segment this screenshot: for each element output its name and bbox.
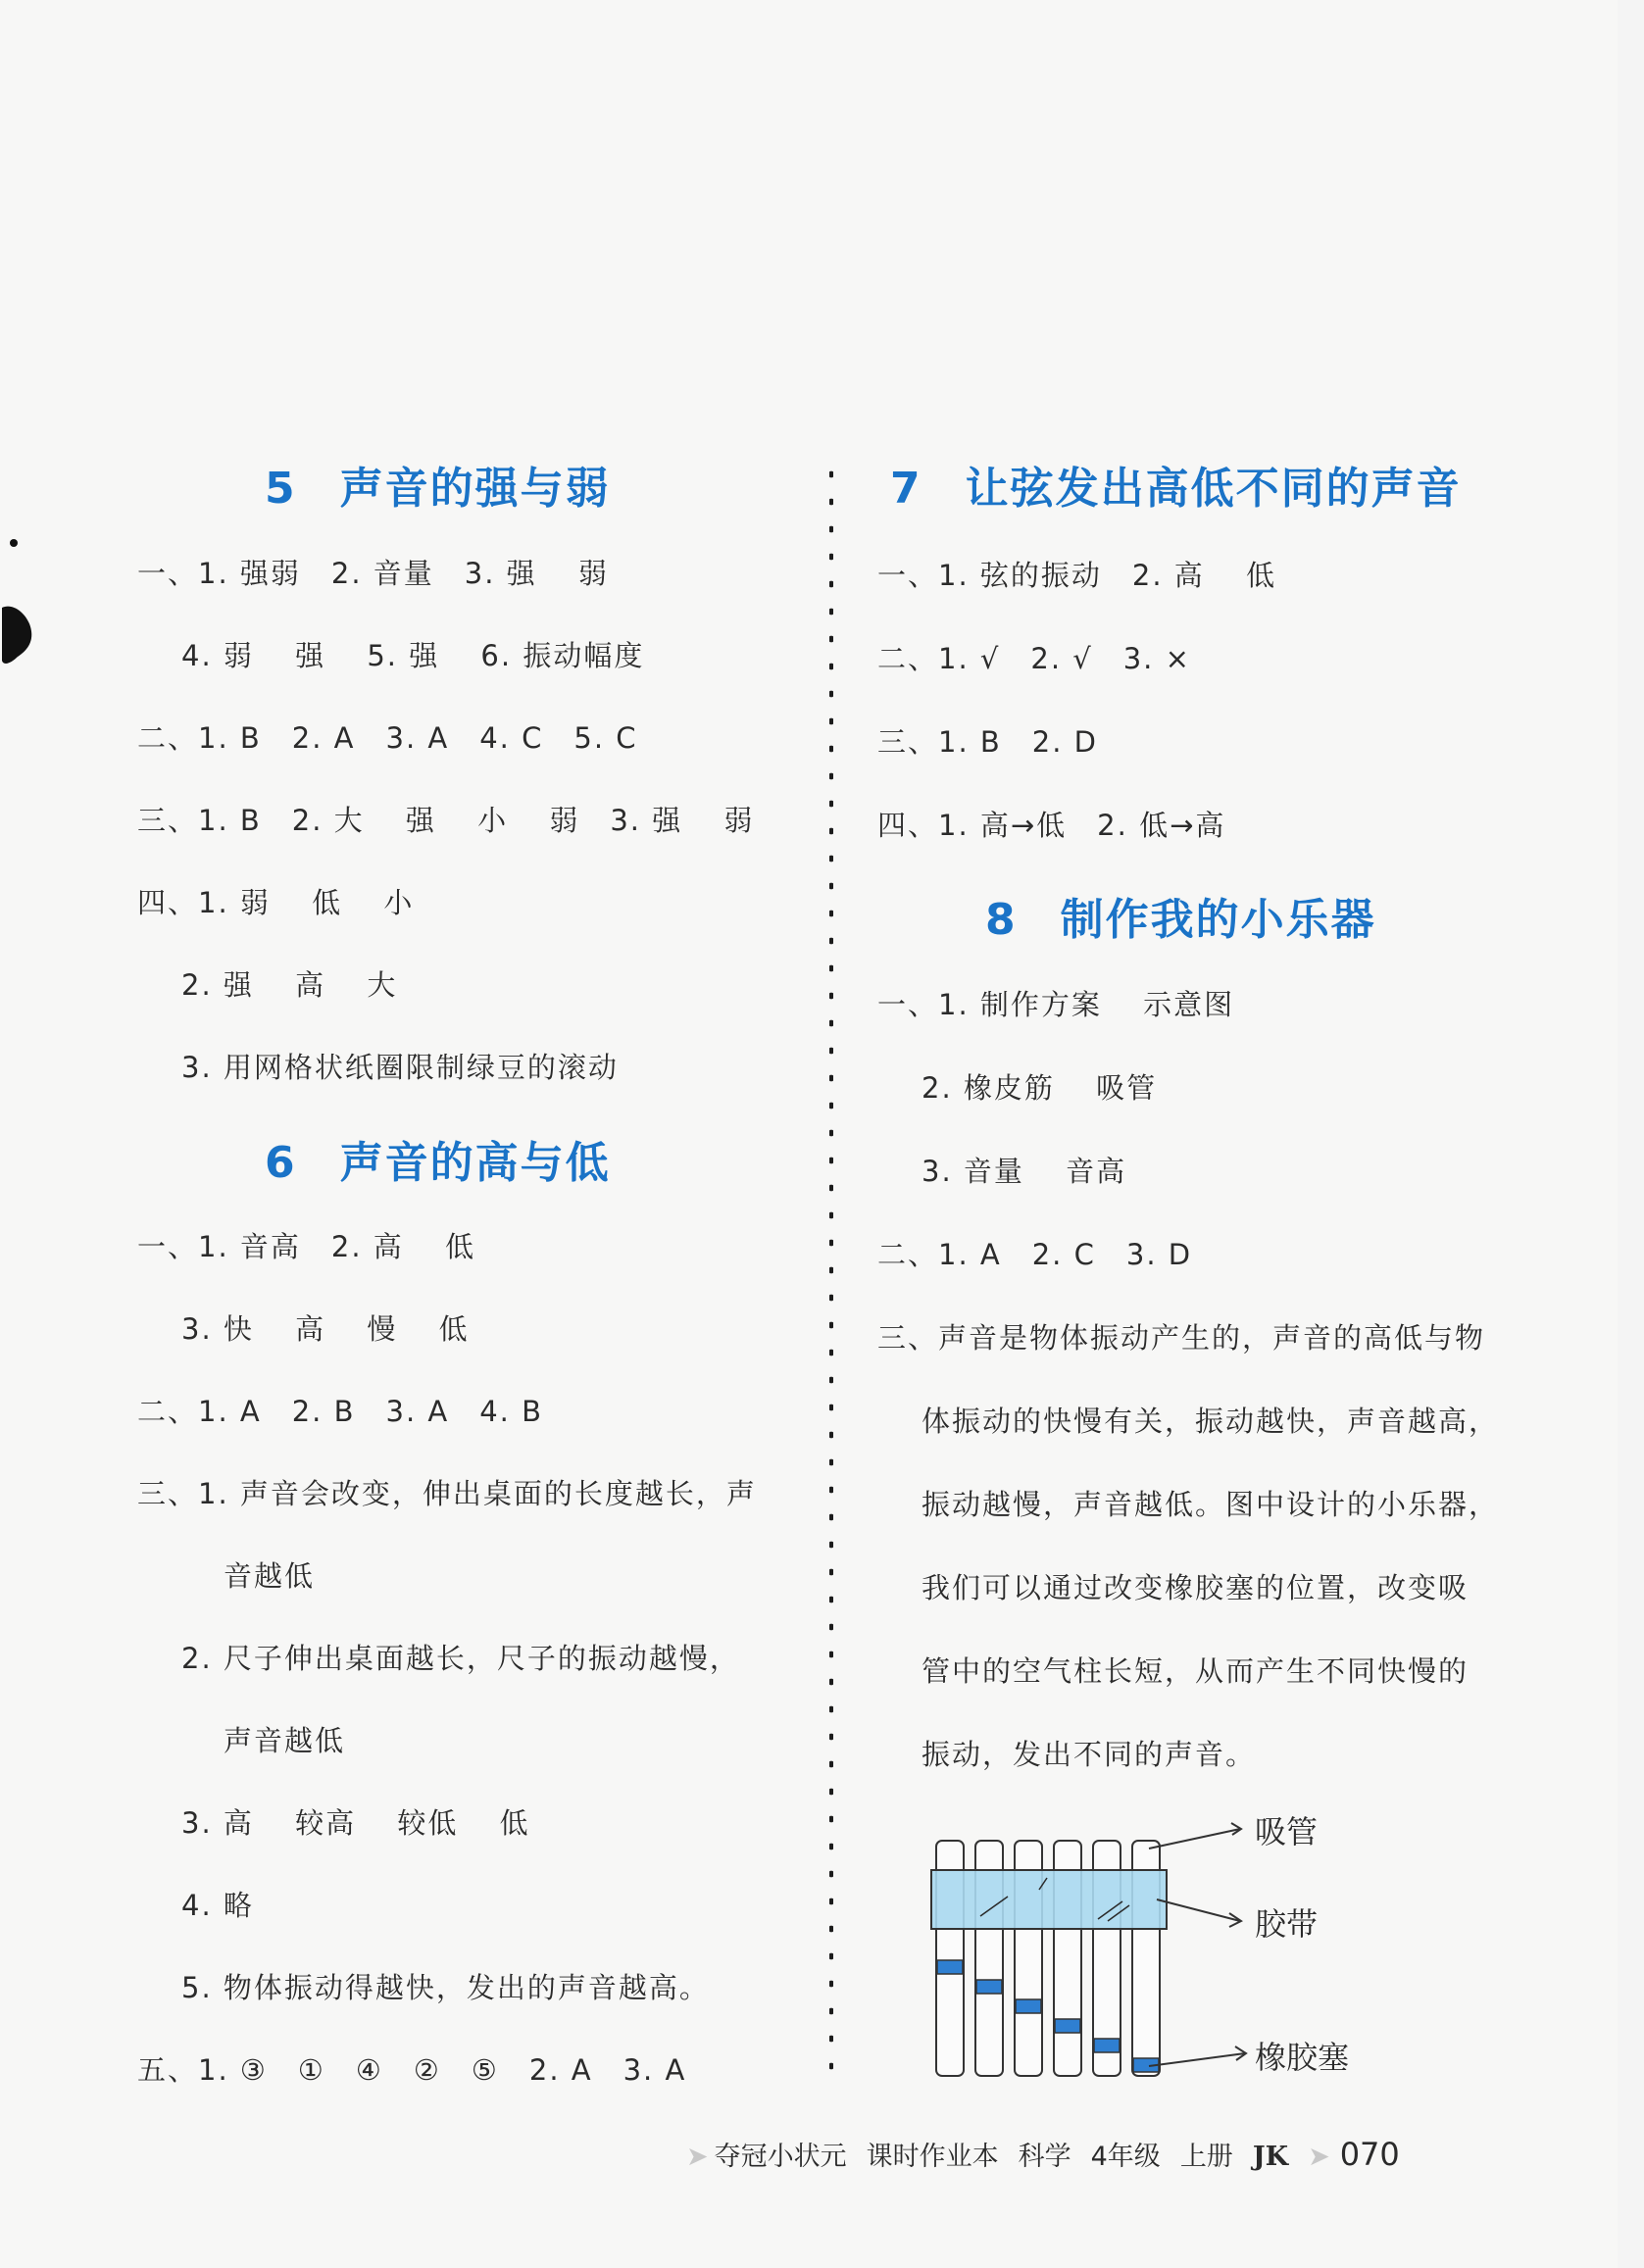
answer-line: 4. 略: [181, 1889, 254, 1922]
ink-blot: [0, 598, 35, 676]
section-heading: 制作我的小乐器: [1060, 895, 1376, 945]
answer-line: 2. 橡皮筋 吸管: [922, 1071, 1158, 1105]
answer-line: 一、1. 制作方案 示意图: [877, 988, 1235, 1021]
footer-subject: 科学: [1018, 2142, 1071, 2172]
answer-line: 我们可以通过改变橡胶塞的位置，改变吸: [922, 1571, 1470, 1604]
section-heading: 让弦发出高低不同的声音: [965, 464, 1462, 514]
ink-dot: [10, 539, 18, 547]
answer-line: 振动，发出不同的声音。: [922, 1738, 1257, 1771]
answer-line: 二、1. B 2. A 3. A 4. C 5. C: [137, 721, 638, 755]
footer-brand: 夺冠小状元: [714, 2142, 847, 2172]
footer-arrow-icon: ➤: [686, 2142, 709, 2172]
answer-line: 四、1. 弱 低 小: [137, 886, 415, 919]
section-number: 8: [985, 895, 1018, 945]
page-footer: [686, 2135, 1420, 2173]
section-heading: 声音的高与低: [339, 1138, 611, 1188]
answer-line: 声音越低: [224, 1724, 346, 1757]
answer-line: 三、声音是物体振动产生的，声音的高低与物: [877, 1321, 1486, 1355]
section-number: 7: [890, 464, 922, 514]
answer-line: 三、1. B 2. D: [877, 725, 1099, 759]
section-6-title: [265, 1127, 611, 1190]
answer-line: 3. 用网格状纸圈限制绿豆的滚动: [181, 1051, 619, 1084]
section-heading: 声音的强与弱: [339, 464, 611, 514]
answer-line: 4. 弱 强 5. 强 6. 振动幅度: [181, 639, 645, 672]
footer-volume: 上册: [1179, 2142, 1233, 2172]
answer-line: 二、1. A 2. B 3. A 4. B: [137, 1395, 544, 1428]
tape-band: [931, 1870, 1167, 1929]
section-number: 6: [265, 1138, 297, 1188]
answer-line: 5. 物体振动得越快，发出的声音越高。: [181, 1971, 710, 2004]
answer-line: 三、1. B 2. 大 强 小 弱 3. 强 弱: [137, 804, 755, 837]
answer-line: 四、1. 高→低 2. 低→高: [877, 809, 1226, 842]
stopper-label: 橡胶塞: [1255, 2039, 1350, 2076]
page-number: 070: [1339, 2136, 1400, 2173]
answer-line: 3. 高 较高 较低 低: [181, 1806, 530, 1840]
answer-line: 一、1. 弦的振动 2. 高 低: [877, 559, 1276, 592]
label-leaders: [1149, 1823, 1246, 2066]
answer-line: 三、1. 声音会改变，伸出桌面的长度越长，声: [137, 1477, 757, 1510]
footer-book: 课时作业本: [866, 2142, 999, 2172]
straw-diagram-svg: [922, 1813, 1470, 2088]
answer-line: 二、1. A 2. C 3. D: [877, 1238, 1193, 1271]
answer-line: 2. 强 高 大: [181, 968, 398, 1002]
answer-line: 音越低: [224, 1559, 316, 1593]
answer-line: 管中的空气柱长短，从而产生不同快慢的: [922, 1654, 1470, 1688]
answer-line: 五、1. ③ ① ④ ② ⑤ 2. A 3. A: [137, 2053, 687, 2087]
straw-instrument-diagram: [922, 1813, 1470, 2088]
tape-label: 胶带: [1255, 1905, 1319, 1943]
answer-line: 3. 快 高 慢 低: [181, 1312, 470, 1346]
answer-line: 一、1. 音高 2. 高 低: [137, 1230, 475, 1263]
answer-line: 二、1. √ 2. √ 3. ×: [877, 642, 1191, 675]
footer-grade: 4年级: [1090, 2142, 1161, 2172]
footer-arrow-icon: ➤: [1308, 2142, 1330, 2172]
answer-line: 体振动的快慢有关，振动越快，声音越高，: [922, 1405, 1500, 1438]
answer-line: 3. 音量 音高: [922, 1155, 1127, 1188]
straw-label: 吸管: [1255, 1813, 1319, 1850]
footer-edition: JK: [1252, 2142, 1289, 2172]
answer-line: 振动越慢，声音越低。图中设计的小乐器，: [922, 1488, 1500, 1521]
section-number: 5: [265, 464, 297, 514]
answer-line: 一、1. 强弱 2. 音量 3. 强 弱: [137, 557, 609, 590]
section-7-title: [890, 453, 1462, 516]
section-5-title: [265, 453, 611, 516]
column-divider: [829, 461, 833, 2088]
answer-line: 2. 尺子伸出桌面越长，尺子的振动越慢，: [181, 1642, 740, 1675]
rubber-stoppers: [937, 1960, 1159, 2072]
section-8-title: [985, 884, 1376, 947]
